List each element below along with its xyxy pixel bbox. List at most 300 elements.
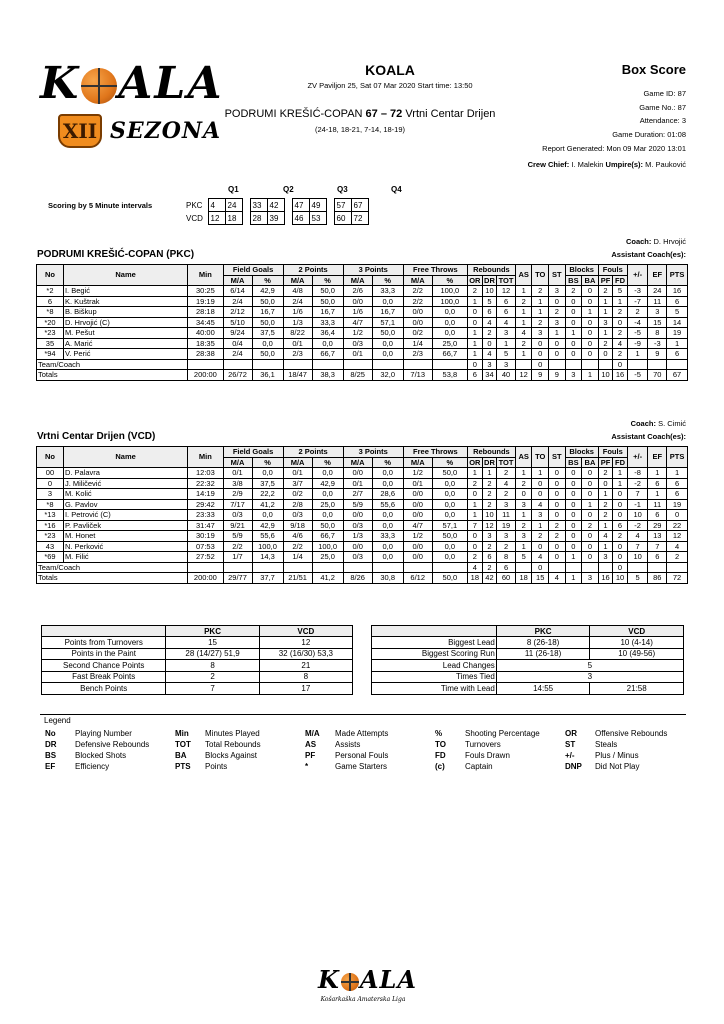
table-cell: 31:47 bbox=[188, 520, 223, 531]
table-cell: 2 bbox=[467, 286, 482, 297]
table-cell: M. Kolić bbox=[63, 489, 187, 500]
game-duration: Game Duration: 01:08 bbox=[612, 130, 686, 140]
interval-score: 53 bbox=[309, 212, 326, 225]
table-cell: 34 bbox=[482, 370, 497, 381]
game-id: Game ID: 87 bbox=[643, 89, 686, 98]
column-subheader: M/A bbox=[283, 457, 312, 468]
column-subheader: M/A bbox=[343, 275, 372, 286]
legend-desc: Made Attempts bbox=[335, 729, 389, 738]
player-row bbox=[37, 520, 688, 531]
table-cell: 0,0 bbox=[372, 478, 403, 489]
table-cell: 66,7 bbox=[312, 349, 343, 360]
table-cell: 9/24 bbox=[223, 328, 252, 339]
summary-value: 21 bbox=[259, 660, 352, 672]
table-cell bbox=[648, 359, 667, 370]
column-header: PTS bbox=[667, 265, 688, 286]
legend-abbr: BA bbox=[175, 751, 187, 760]
table-cell: 3 bbox=[532, 510, 549, 521]
interval-table bbox=[184, 198, 369, 225]
table-cell: 5/9 bbox=[223, 531, 252, 542]
summary-row bbox=[372, 660, 684, 672]
table-cell: 0,0 bbox=[312, 338, 343, 349]
interval-score: 49 bbox=[309, 199, 326, 212]
legend-abbr: EF bbox=[45, 762, 56, 771]
table-cell: 55,6 bbox=[372, 499, 403, 510]
table-cell: 1 bbox=[582, 370, 599, 381]
summary-value: 8 (26-18) bbox=[496, 637, 590, 649]
table-cell: 1 bbox=[515, 286, 532, 297]
column-subheader: M/A bbox=[223, 275, 252, 286]
table-cell: 4 bbox=[627, 531, 648, 542]
table-cell: 43 bbox=[37, 541, 64, 552]
table-cell: 200:00 bbox=[188, 573, 223, 584]
table-cell: 5 bbox=[613, 286, 628, 297]
team2-coach bbox=[631, 419, 686, 428]
table-cell: 1 bbox=[549, 328, 566, 339]
column-header: Field Goals bbox=[223, 447, 283, 458]
summary-value: 14:55 bbox=[496, 683, 590, 695]
summary-value: 8 bbox=[259, 671, 352, 683]
column-subheader: M/A bbox=[403, 275, 432, 286]
legend-desc: Assists bbox=[335, 740, 361, 749]
away-team-name: Vrtni Centar Drijen bbox=[405, 108, 496, 120]
table-cell: 6 bbox=[667, 478, 688, 489]
summary-row bbox=[372, 637, 684, 649]
interval-score: 18 bbox=[225, 212, 242, 225]
table-cell: I. Begić bbox=[63, 286, 187, 297]
table-cell: 12 bbox=[667, 531, 688, 542]
table-cell: 2/2 bbox=[283, 541, 312, 552]
table-cell: 3 bbox=[648, 307, 667, 318]
table-cell: 0 bbox=[549, 296, 566, 307]
table-cell: 0 bbox=[532, 489, 549, 500]
legend-desc: Playing Number bbox=[75, 729, 132, 738]
table-cell: 2 bbox=[613, 328, 628, 339]
column-subheader: PF bbox=[598, 275, 613, 286]
table-cell: 2 bbox=[482, 562, 497, 573]
table-cell: 0 bbox=[582, 478, 599, 489]
summary-value: 28 (14/27) 51,9 bbox=[166, 648, 259, 660]
summary-right-table bbox=[371, 625, 684, 695]
summary-value: 3 bbox=[496, 671, 683, 683]
table-cell: 6 bbox=[667, 489, 688, 500]
summary-value: 21:58 bbox=[590, 683, 684, 695]
table-cell: K. Kuštrak bbox=[63, 296, 187, 307]
player-row bbox=[37, 499, 688, 510]
player-row bbox=[37, 489, 688, 500]
table-cell: 2 bbox=[549, 531, 566, 542]
column-subheader: FD bbox=[613, 275, 628, 286]
column-subheader: % bbox=[372, 275, 403, 286]
table-cell: 4 bbox=[532, 552, 549, 563]
table-cell: 1/6 bbox=[343, 307, 372, 318]
table-cell: 33,3 bbox=[372, 531, 403, 542]
table-cell: 0 bbox=[598, 478, 613, 489]
table-cell: 0/3 bbox=[343, 552, 372, 563]
table-cell: 7 bbox=[648, 541, 667, 552]
table-cell: 1 bbox=[667, 338, 688, 349]
summary-header bbox=[372, 626, 497, 637]
coach-label: Coach: bbox=[630, 419, 656, 428]
table-cell: 2/7 bbox=[343, 489, 372, 500]
summary-value: 15 bbox=[166, 637, 259, 649]
table-cell: 0,0 bbox=[312, 510, 343, 521]
interval-score: 47 bbox=[292, 199, 309, 212]
summary-row bbox=[42, 648, 353, 660]
table-cell: 0 bbox=[565, 307, 582, 318]
officials bbox=[528, 160, 686, 169]
player-row bbox=[37, 468, 688, 479]
table-cell: 3 bbox=[549, 317, 566, 328]
table-cell: 0 bbox=[582, 349, 599, 360]
summary-header bbox=[42, 626, 166, 637]
table-cell: 0/3 bbox=[283, 510, 312, 521]
table-cell: 2 bbox=[515, 478, 532, 489]
table-cell: 0/2 bbox=[283, 489, 312, 500]
legend-desc: Did Not Play bbox=[595, 762, 640, 771]
player-row bbox=[37, 531, 688, 542]
table-cell bbox=[343, 562, 372, 573]
legend-desc: Game Starters bbox=[335, 762, 388, 771]
legend-row bbox=[44, 739, 694, 750]
column-subheader: TOT bbox=[498, 457, 514, 467]
summary-header: PKC bbox=[166, 626, 259, 637]
table-cell: 57,1 bbox=[432, 520, 467, 531]
column-header: 3 Points bbox=[343, 265, 403, 276]
table-cell: 0 bbox=[582, 338, 599, 349]
legend-abbr: AS bbox=[305, 740, 317, 749]
legend-abbr: * bbox=[305, 762, 309, 771]
spacer bbox=[242, 199, 250, 212]
home-team-name: PODRUMI KREŠIĆ-COPAN bbox=[224, 108, 363, 120]
summary-label: Biggest Lead bbox=[372, 637, 497, 649]
table-cell: 0 bbox=[565, 541, 582, 552]
summary-value: 5 bbox=[496, 660, 683, 672]
table-cell: 0 bbox=[565, 510, 582, 521]
table-cell: 0 bbox=[565, 338, 582, 349]
column-header: +/- bbox=[627, 447, 648, 468]
table-cell: 0/1 bbox=[283, 338, 312, 349]
table-cell: 41,2 bbox=[312, 573, 343, 584]
table-cell: 1 bbox=[613, 468, 628, 479]
table-cell: 0,0 bbox=[372, 510, 403, 521]
column-subheader: BA bbox=[582, 457, 599, 468]
summary-header-row bbox=[372, 626, 684, 637]
interval-score: 46 bbox=[292, 212, 309, 225]
table-cell: 10 bbox=[482, 286, 497, 297]
table-cell: 0/1 bbox=[343, 349, 372, 360]
column-header: Rebounds bbox=[467, 447, 515, 458]
table-cell: 2/4 bbox=[223, 349, 252, 360]
table-cell: 0 bbox=[515, 489, 532, 500]
table-cell: 1 bbox=[467, 349, 482, 360]
table-cell: 0 bbox=[549, 338, 566, 349]
table-cell: 37,7 bbox=[252, 573, 283, 584]
row-label: Totals bbox=[37, 573, 188, 584]
table-cell: 12 bbox=[482, 520, 497, 531]
table-cell: 0,0 bbox=[372, 541, 403, 552]
quarter-label: Q1 bbox=[228, 185, 239, 194]
table-cell: 1/6 bbox=[283, 307, 312, 318]
table-cell: 0 bbox=[613, 359, 628, 370]
table-cell: 42,9 bbox=[252, 286, 283, 297]
header-row bbox=[37, 265, 688, 276]
table-cell: 5 bbox=[627, 573, 648, 584]
table-cell: 0 bbox=[549, 468, 566, 479]
table-cell: 0 bbox=[565, 499, 582, 510]
column-header: Fouls bbox=[598, 447, 627, 458]
table-cell: 3 bbox=[582, 573, 599, 584]
table-cell: 1 bbox=[515, 541, 532, 552]
table-cell: 1 bbox=[467, 338, 482, 349]
table-cell: 2 bbox=[482, 478, 497, 489]
table-cell: 0/0 bbox=[403, 510, 432, 521]
table-cell: 1/2 bbox=[403, 468, 432, 479]
table-cell: 72 bbox=[667, 573, 688, 584]
table-cell: 3 bbox=[549, 286, 566, 297]
table-cell: 3 bbox=[515, 531, 532, 542]
spacer bbox=[326, 199, 334, 212]
table-cell: 7/17 bbox=[223, 499, 252, 510]
home-score: 67 bbox=[365, 108, 378, 120]
summary-value: 10 (49-56) bbox=[590, 648, 684, 660]
table-cell bbox=[648, 562, 667, 573]
table-cell: 0 bbox=[467, 307, 482, 318]
table-cell bbox=[582, 359, 599, 370]
table-cell: 6/12 bbox=[403, 573, 432, 584]
table-cell: 1 bbox=[598, 296, 613, 307]
table-cell: 0 bbox=[582, 328, 599, 339]
column-header: TO bbox=[532, 447, 549, 468]
table-cell: J. Miličević bbox=[63, 478, 187, 489]
column-header: EF bbox=[648, 447, 667, 468]
table-cell: I. Petrović (C) bbox=[63, 510, 187, 521]
legend-abbr: PF bbox=[305, 751, 316, 760]
table-cell: 0,0 bbox=[312, 489, 343, 500]
table-cell: 9 bbox=[648, 349, 667, 360]
table-cell: 3 bbox=[482, 359, 497, 370]
legend-abbr: TO bbox=[435, 740, 446, 749]
table-cell: 1 bbox=[467, 328, 482, 339]
table-cell bbox=[312, 562, 343, 573]
table-cell: 0 bbox=[613, 562, 628, 573]
interval-score: 42 bbox=[267, 199, 284, 212]
table-cell: 13 bbox=[648, 531, 667, 542]
column-header: Free Throws bbox=[403, 265, 467, 276]
summary-value: 11 (26-18) bbox=[496, 648, 590, 660]
column-subheader: OR bbox=[469, 275, 481, 285]
table-cell: 11 bbox=[497, 510, 516, 521]
summary-value: 10 (4-14) bbox=[590, 637, 684, 649]
table-cell: 0 bbox=[467, 317, 482, 328]
table-cell bbox=[403, 562, 432, 573]
column-subheader: % bbox=[312, 275, 343, 286]
table-cell: 5/10 bbox=[223, 317, 252, 328]
table-cell: 28:18 bbox=[188, 307, 223, 318]
team2-title: Vrtni Centar Drijen (VCD) bbox=[37, 431, 156, 442]
table-cell: 4/7 bbox=[403, 520, 432, 531]
summary-row bbox=[42, 637, 353, 649]
table-cell: 0,0 bbox=[372, 296, 403, 307]
table-cell: B. Biškup bbox=[63, 307, 187, 318]
column-header: Fouls bbox=[598, 265, 627, 276]
table-cell: 2 bbox=[532, 317, 549, 328]
column-header: ST bbox=[549, 447, 566, 468]
spacer bbox=[284, 212, 292, 225]
table-cell: 50,0 bbox=[252, 349, 283, 360]
spacer bbox=[242, 212, 250, 225]
column-subheader: FD bbox=[613, 457, 628, 468]
table-cell: 2/2 bbox=[403, 286, 432, 297]
table-cell: 1 bbox=[598, 328, 613, 339]
table-cell: 16 bbox=[613, 370, 628, 381]
column-subheader: % bbox=[432, 457, 467, 468]
table-cell bbox=[252, 562, 283, 573]
table-cell: -2 bbox=[627, 478, 648, 489]
table-cell: 100,0 bbox=[432, 286, 467, 297]
table-cell: -3 bbox=[627, 286, 648, 297]
column-subheader: BS bbox=[565, 275, 582, 286]
table-cell: 4 bbox=[549, 573, 566, 584]
basketball-icon bbox=[341, 973, 359, 991]
table-cell bbox=[598, 562, 613, 573]
table-cell: 10 bbox=[627, 552, 648, 563]
legend-desc: Points bbox=[205, 762, 228, 771]
table-cell: 0/1 bbox=[403, 478, 432, 489]
legend-row bbox=[44, 728, 694, 739]
table-cell: 3 bbox=[497, 499, 516, 510]
table-cell: 0,0 bbox=[432, 328, 467, 339]
game-no: Game No.: 87 bbox=[639, 102, 686, 112]
summary-row bbox=[42, 683, 353, 695]
table-cell: 6 bbox=[648, 552, 667, 563]
legend-abbr: (c) bbox=[435, 762, 445, 771]
column-header: Min bbox=[188, 265, 223, 286]
table-cell: A. Marić bbox=[63, 338, 187, 349]
table-cell: 1 bbox=[565, 328, 582, 339]
table-cell: 1 bbox=[598, 307, 613, 318]
table-cell: 2 bbox=[613, 307, 628, 318]
table-cell: 5 bbox=[667, 307, 688, 318]
table-cell bbox=[223, 562, 252, 573]
legend-desc: Captain bbox=[465, 762, 493, 771]
period-scores: (24-18, 18-21, 7-14, 18-19) bbox=[314, 125, 406, 134]
table-cell: 2 bbox=[515, 296, 532, 307]
table-cell: 1 bbox=[627, 349, 648, 360]
umpires: M. Pauković bbox=[645, 160, 686, 169]
table-cell: 5 bbox=[497, 349, 516, 360]
table-cell: 0 bbox=[613, 552, 628, 563]
table-cell: 2/12 bbox=[223, 307, 252, 318]
legend-desc: Blocks Against bbox=[205, 751, 258, 760]
table-cell bbox=[432, 562, 467, 573]
table-cell: 0 bbox=[565, 531, 582, 542]
table-cell: D. Palavra bbox=[63, 468, 187, 479]
doc-title: Box Score bbox=[621, 62, 686, 77]
summary-label: Time with Lead bbox=[372, 683, 497, 695]
table-cell: 50,0 bbox=[312, 520, 343, 531]
column-subheader: % bbox=[432, 275, 467, 286]
summary-value: 32 (16/30) 53,3 bbox=[259, 648, 352, 660]
table-cell: 42 bbox=[482, 573, 497, 584]
table-cell: 10 bbox=[627, 510, 648, 521]
table-cell: 2/9 bbox=[223, 489, 252, 500]
table-cell: 6/14 bbox=[223, 286, 252, 297]
table-cell: 3 bbox=[598, 317, 613, 328]
table-cell: 23:33 bbox=[188, 510, 223, 521]
score-dash: – bbox=[380, 108, 387, 120]
table-cell bbox=[188, 359, 223, 370]
table-cell: 2/4 bbox=[283, 296, 312, 307]
team1-coach bbox=[626, 237, 686, 246]
table-cell: 1 bbox=[598, 541, 613, 552]
table-cell: 2 bbox=[482, 541, 497, 552]
table-cell bbox=[515, 359, 532, 370]
table-cell: 6 bbox=[497, 296, 516, 307]
column-subheader: DR bbox=[484, 457, 495, 467]
table-cell: 22,2 bbox=[252, 489, 283, 500]
summary-value: 2 bbox=[166, 671, 259, 683]
table-cell: 0 bbox=[549, 478, 566, 489]
team2-assistant-label: Assistant Coach(es): bbox=[611, 432, 686, 441]
table-cell: 14:19 bbox=[188, 489, 223, 500]
player-row bbox=[37, 328, 688, 339]
table-cell: 35 bbox=[37, 338, 64, 349]
table-cell: 0,0 bbox=[432, 489, 467, 500]
table-cell: 8 bbox=[648, 328, 667, 339]
column-subheader: M/A bbox=[283, 275, 312, 286]
row-label: Totals bbox=[37, 370, 188, 381]
table-cell: 8/22 bbox=[283, 328, 312, 339]
player-row bbox=[37, 478, 688, 489]
table-cell: 2 bbox=[582, 520, 599, 531]
table-cell: 0 bbox=[565, 317, 582, 328]
summary-label: Fast Break Points bbox=[42, 671, 166, 683]
column-header: 3 Points bbox=[343, 447, 403, 458]
player-row bbox=[37, 349, 688, 360]
summary-value: 12 bbox=[259, 637, 352, 649]
table-cell: 0 bbox=[582, 317, 599, 328]
table-cell bbox=[312, 359, 343, 370]
summary-header: VCD bbox=[590, 626, 684, 637]
legend-abbr: ST bbox=[565, 740, 576, 749]
table-cell: 0 bbox=[613, 489, 628, 500]
table-cell: *23 bbox=[37, 328, 64, 339]
table-cell: 0 bbox=[598, 349, 613, 360]
interval-score: 33 bbox=[250, 199, 267, 212]
table-cell: 7 bbox=[627, 489, 648, 500]
legend-abbr: Min bbox=[175, 729, 189, 738]
table-cell: 2/3 bbox=[283, 349, 312, 360]
player-row bbox=[37, 296, 688, 307]
table-cell: 0,0 bbox=[432, 317, 467, 328]
table-cell: 0/0 bbox=[403, 552, 432, 563]
summary-label: Bench Points bbox=[42, 683, 166, 695]
table-cell: 4 bbox=[467, 562, 482, 573]
table-cell bbox=[372, 359, 403, 370]
team2-box-table bbox=[36, 446, 688, 584]
table-cell: 11 bbox=[648, 499, 667, 510]
table-cell: 33,3 bbox=[372, 286, 403, 297]
column-header: Field Goals bbox=[223, 265, 283, 276]
legend-row bbox=[44, 750, 694, 761]
column-header: No bbox=[37, 447, 64, 468]
basketball-icon bbox=[81, 68, 117, 104]
team-abbr: VCD bbox=[186, 213, 203, 223]
table-cell: 200:00 bbox=[188, 370, 223, 381]
table-cell: 9 bbox=[549, 370, 566, 381]
table-cell: 2 bbox=[467, 552, 482, 563]
